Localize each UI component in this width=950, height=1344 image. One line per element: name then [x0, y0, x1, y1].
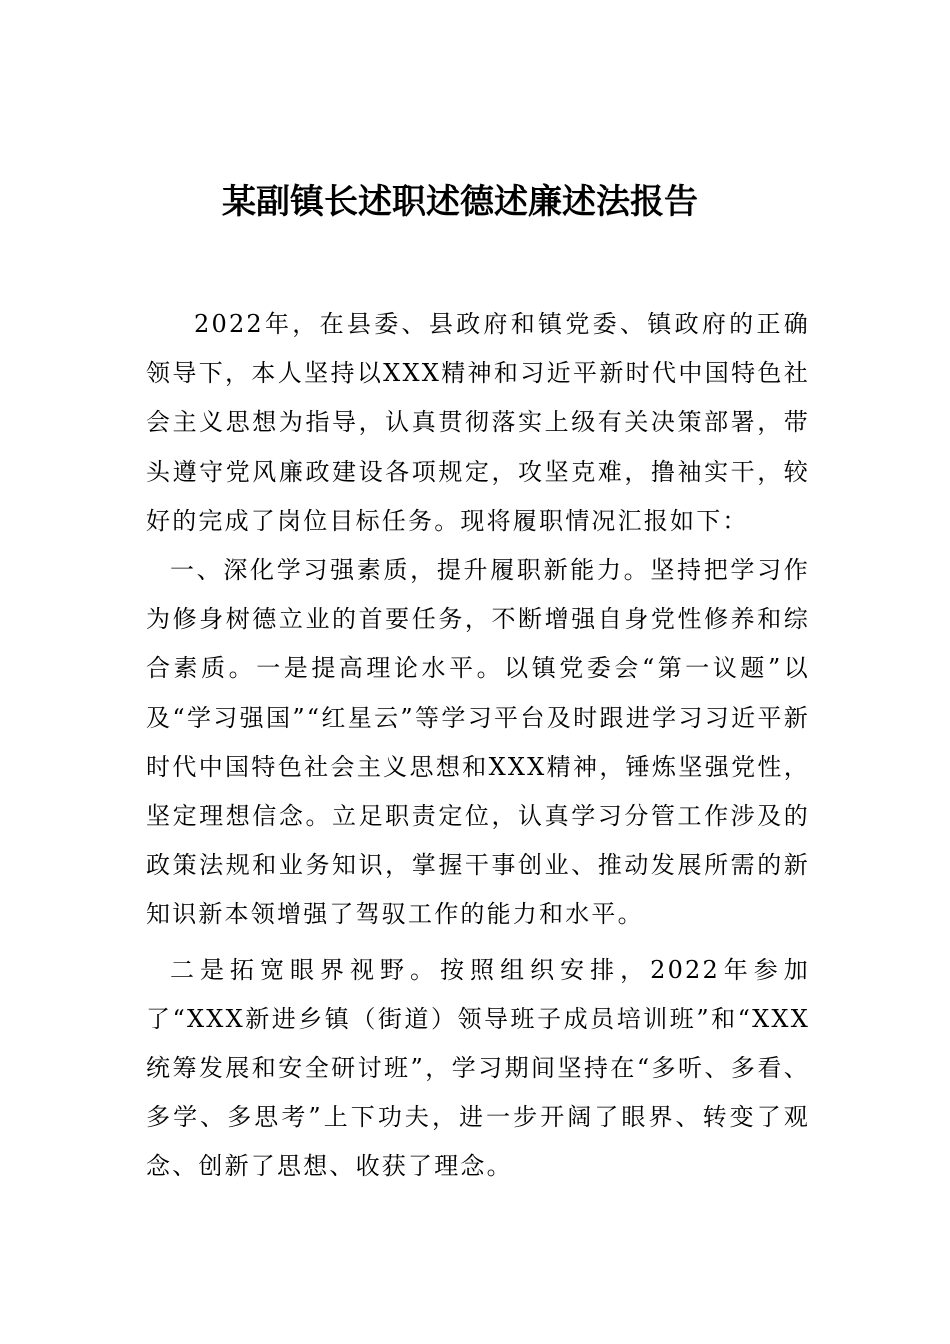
paragraph-section-one: 一、深化学习强素质，提升履职新能力。坚持把学习作为修身树德立业的首要任务，不断增强自身党性修养和综合素质。一是提高理论水平。以镇党委会“第一议题”以及“学习强国”“红星云”等学习平台及时跟进学习习近平新时代中国特色社会主义思想和XXX精神，锤炼坚强党性，坚定理想信念。立足职责定位，认真学习分管工作涉及的政策法规和业务知识，掌握干事创业、推动发展所需的新知识新本领增强了驾驭工作的能力和水平。 [146, 556, 810, 929]
document-title: 某副镇长述职述德述廉述法报告 [222, 181, 698, 222]
paragraph-intro: 2022年，在县委、县政府和镇党委、镇政府的正确领导下，本人坚持以XXX精神和习近平新时代中国特色社会主义思想为指导，认真贯彻落实上级有关决策部署，带头遵守党风廉政建设各项规定，攻坚克难，撸袖实干，较好的完成了岗位目标任务。现将履职情况汇报如下： [146, 310, 810, 535]
document-body [146, 300, 810, 1192]
paragraph-broaden-vision: 二是拓宽眼界视野。按照组织安排，2022年参加了“XXX新进乡镇（街道）领导班子成员培训班”和“XXX统筹发展和安全研讨班”，学习期间坚持在“多听、多看、多学、多思考”上下功夫，进一步开阔了眼界、转变了观念、创新了思想、收获了理念。 [146, 955, 810, 1181]
